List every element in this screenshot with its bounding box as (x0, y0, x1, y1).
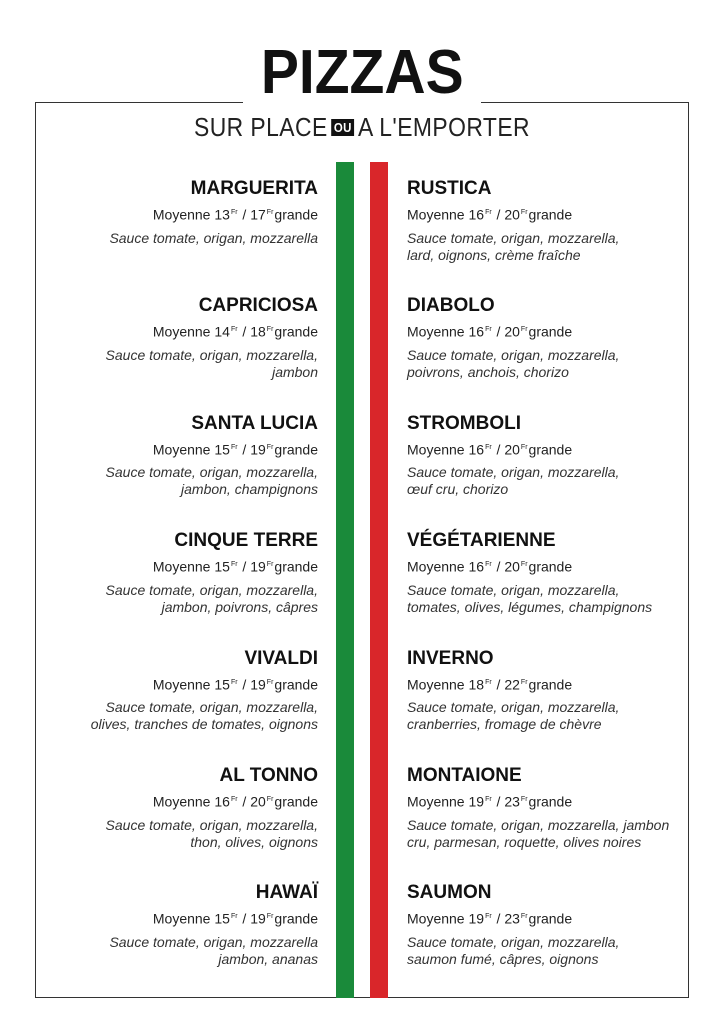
pizza-price: Moyenne $16^{Fr}$ / $20^{Fr}grande$ (407, 441, 573, 458)
currency-symbol: Fr (520, 326, 528, 334)
pizza-name: SAUMON (407, 882, 492, 904)
subtitle (43, 112, 680, 142)
pizza-name: INVERNO (407, 647, 494, 669)
ingredients-line: Sauce tomate, origan, mozzarella, (407, 464, 620, 481)
ingredients-line: Sauce tomate, origan, mozzarella, (407, 934, 620, 951)
size-large-label: grande (274, 324, 318, 341)
size-large-label: grande (274, 676, 318, 693)
pizza-name: HAWAÏ (255, 882, 318, 904)
price-medium: 15 (214, 558, 230, 575)
pizza-ingredients (38, 582, 318, 616)
pizza-price: Moyenne $16^{Fr}$ / $20^{Fr}grande$ (152, 793, 318, 810)
price-large: 20 (250, 793, 266, 810)
ingredients-line: Sauce tomate, origan, mozzarella, (407, 229, 620, 246)
subtitle-sur-place: SUR PLACE (193, 112, 328, 142)
price-large: 19 (250, 441, 266, 458)
pizza-ingredients (407, 699, 697, 733)
pizza-ingredients (407, 347, 697, 381)
price-medium: 16 (468, 324, 485, 341)
price-large: 17 (250, 206, 266, 223)
pizza-name: MARGUERITA (190, 178, 318, 199)
size-medium-label: Moyenne (152, 676, 211, 693)
price-large: 23 (504, 793, 520, 810)
ingredients-line: Sauce tomate, origan, mozzarella, (105, 816, 318, 833)
price-medium: 18 (468, 676, 485, 693)
currency-symbol: Fr (230, 561, 238, 569)
currency-symbol: Fr (266, 561, 274, 569)
currency-symbol: Fr (230, 678, 238, 686)
pizza-name: RUSTICA (407, 178, 492, 199)
size-medium-label: Moyenne (407, 911, 465, 928)
ingredients-line: jambon, champignons (181, 481, 318, 498)
ingredients-line: Sauce tomate, origan, mozzarella, jambon (407, 816, 670, 833)
size-medium-label: Moyenne (152, 793, 211, 810)
size-medium-label: Moyenne (407, 676, 465, 693)
size-medium-label: Moyenne (407, 793, 465, 810)
italian-flag-green-stripe (336, 162, 354, 998)
pizza-ingredients (407, 934, 697, 968)
size-large-label: grande (274, 441, 318, 458)
pizza-price: Moyenne $16^{Fr}$ / $20^{Fr}grande$ (407, 324, 573, 341)
price-large: 19 (250, 558, 266, 575)
ingredients-line: Sauce tomate, origan, mozzarella, (407, 699, 620, 716)
currency-symbol: Fr (266, 209, 274, 216)
price-medium: 13 (214, 206, 230, 223)
currency-symbol: Fr (230, 913, 238, 921)
subtitle-emporter: A L'EMPORTER (358, 112, 530, 142)
pizza-item (38, 178, 318, 247)
price-medium: 16 (468, 441, 485, 458)
currency-symbol: Fr (520, 796, 528, 803)
price-medium: 19 (468, 793, 485, 810)
pizza-item (407, 295, 697, 381)
price-medium: 16 (468, 558, 485, 575)
price-large: 19 (250, 676, 266, 693)
size-large-label: grande (528, 676, 573, 693)
pizza-price: Moyenne $16^{Fr}$ / $20^{Fr}grande$ (407, 558, 573, 575)
title-block (243, 40, 481, 106)
italian-flag-red-stripe (370, 162, 388, 998)
size-large-label: grande (274, 793, 318, 810)
currency-symbol: Fr (520, 209, 528, 216)
pizza-item (407, 648, 697, 734)
currency-symbol: Fr (485, 913, 492, 921)
price-large: 22 (504, 676, 520, 693)
pizza-item (38, 295, 318, 381)
ingredients-line: cru, parmesan, roquette, olives noires (407, 833, 642, 850)
ingredients-line: Sauce tomate, origan, mozzarella, (407, 347, 620, 364)
price-medium: 16 (214, 793, 230, 810)
pizza-name: STROMBOLI (407, 412, 521, 434)
currency-symbol: Fr (230, 326, 238, 334)
pizza-ingredients (38, 230, 318, 247)
ingredients-line: Sauce tomate, origan, mozzarella, (105, 581, 318, 598)
pizza-ingredients (407, 464, 697, 498)
ingredients-line: jambon (272, 364, 318, 381)
size-large-label: grande (274, 206, 318, 223)
ingredients-line: cranberries, fromage de chèvre (407, 716, 602, 733)
ingredients-line: Sauce tomate, origan, mozzarella, (105, 347, 318, 364)
pizza-item (407, 178, 697, 264)
size-medium-label: Moyenne (407, 206, 465, 223)
currency-symbol: Fr (230, 209, 238, 216)
price-medium: 19 (468, 911, 485, 928)
pizza-name: MONTAIONE (407, 765, 522, 786)
subtitle-ou-badge: OU (331, 119, 354, 136)
currency-symbol: Fr (485, 796, 492, 803)
pizza-name: VÉGÉTARIENNE (407, 530, 556, 552)
size-large-label: grande (528, 911, 573, 928)
ingredients-line: jambon, ananas (218, 951, 318, 968)
pizza-name: CINQUE TERRE (174, 530, 318, 552)
currency-symbol: Fr (520, 678, 528, 686)
pizza-price: Moyenne $19^{Fr}$ / $23^{Fr}grande$ (407, 911, 573, 928)
price-large: 20 (504, 324, 520, 341)
size-medium-label: Moyenne (407, 441, 465, 458)
ingredients-line: thon, olives, oignons (190, 833, 318, 850)
currency-symbol: Fr (485, 326, 492, 334)
ingredients-line: saumon fumé, câpres, oignons (407, 951, 599, 968)
pizza-name: DIABOLO (407, 295, 495, 317)
size-medium-label: Moyenne (407, 558, 465, 575)
pizza-name: CAPRICIOSA (198, 295, 318, 317)
ingredients-line: lard, oignons, crème fraîche (407, 246, 581, 263)
price-large: 23 (504, 911, 520, 928)
currency-symbol: Fr (230, 796, 238, 803)
pizza-ingredients (38, 934, 318, 968)
pizza-item (407, 882, 697, 968)
size-medium-label: Moyenne (152, 911, 211, 928)
page-title: PIZZAS (260, 38, 464, 107)
pizza-ingredients (38, 817, 318, 851)
pizza-price: Moyenne $16^{Fr}$ / $20^{Fr}grande$ (407, 206, 573, 223)
price-medium: 15 (214, 441, 230, 458)
pizza-price: Moyenne $14^{Fr}$ / $18^{Fr}grande$ (152, 324, 318, 341)
ingredients-line: Sauce tomate, origan, mozzarella, (105, 464, 318, 481)
pizza-item (38, 413, 318, 499)
price-large: 18 (250, 324, 266, 341)
currency-symbol: Fr (485, 443, 492, 451)
pizza-item (38, 882, 318, 968)
pizza-item (407, 530, 697, 616)
pizza-price: Moyenne $15^{Fr}$ / $19^{Fr}grande$ (152, 558, 318, 575)
ingredients-line: Sauce tomate, origan, mozzarella, (105, 699, 318, 716)
pizza-item (38, 530, 318, 616)
pizza-price: Moyenne $15^{Fr}$ / $19^{Fr}grande$ (152, 911, 318, 928)
pizza-price: Moyenne $18^{Fr}$ / $22^{Fr}grande$ (407, 676, 573, 693)
pizza-ingredients (38, 464, 318, 498)
size-large-label: grande (528, 324, 573, 341)
currency-symbol: Fr (485, 561, 492, 569)
pizza-ingredients (407, 582, 697, 616)
price-medium: 15 (214, 911, 230, 928)
ingredients-line: œuf cru, chorizo (407, 481, 509, 498)
price-medium: 14 (214, 324, 230, 341)
pizza-ingredients (38, 347, 318, 381)
size-large-label: grande (528, 558, 573, 575)
size-medium-label: Moyenne (152, 324, 211, 341)
currency-symbol: Fr (266, 678, 274, 686)
size-medium-label: Moyenne (152, 558, 211, 575)
size-large-label: grande (274, 911, 318, 928)
pizza-ingredients (407, 230, 697, 264)
pizza-ingredients (38, 699, 318, 733)
pizza-item (38, 765, 318, 851)
pizza-item (38, 648, 318, 734)
pizza-name: SANTA LUCIA (191, 412, 318, 434)
size-medium-label: Moyenne (152, 441, 211, 458)
currency-symbol: Fr (266, 913, 274, 921)
currency-symbol: Fr (520, 561, 528, 569)
price-medium: 16 (468, 206, 485, 223)
currency-symbol: Fr (520, 913, 528, 921)
pizza-name: VIVALDI (244, 647, 318, 669)
pizza-ingredients (407, 817, 697, 851)
size-large-label: grande (528, 441, 573, 458)
currency-symbol: Fr (520, 443, 528, 451)
pizza-price: Moyenne $13^{Fr}$ / $17^{Fr}grande$ (152, 206, 318, 223)
ingredients-line: jambon, poivrons, câpres (161, 598, 318, 615)
size-large-label: grande (528, 206, 573, 223)
price-large: 20 (504, 206, 520, 223)
ingredients-line: olives, tranches de tomates, oignons (90, 716, 318, 733)
currency-symbol: Fr (266, 443, 274, 451)
ingredients-line: Sauce tomate, origan, mozzarella (109, 934, 318, 951)
pizza-item (407, 413, 697, 499)
price-large: 20 (504, 558, 520, 575)
ingredients-line: Sauce tomate, origan, mozzarella (109, 229, 318, 246)
size-medium-label: Moyenne (407, 324, 465, 341)
currency-symbol: Fr (266, 326, 274, 334)
size-large-label: grande (274, 558, 318, 575)
currency-symbol: Fr (266, 796, 274, 803)
size-medium-label: Moyenne (152, 206, 211, 223)
currency-symbol: Fr (485, 678, 492, 686)
currency-symbol: Fr (230, 443, 238, 451)
pizza-price: Moyenne $19^{Fr}$ / $23^{Fr}grande$ (407, 793, 573, 810)
price-large: 20 (504, 441, 520, 458)
ingredients-line: Sauce tomate, origan, mozzarella, (407, 581, 620, 598)
ingredients-line: tomates, olives, légumes, champignons (407, 598, 653, 615)
pizza-price: Moyenne $15^{Fr}$ / $19^{Fr}grande$ (152, 441, 318, 458)
currency-symbol: Fr (485, 209, 492, 216)
price-large: 19 (250, 911, 266, 928)
ingredients-line: poivrons, anchois, chorizo (407, 364, 569, 381)
pizza-price: Moyenne $15^{Fr}$ / $19^{Fr}grande$ (152, 676, 318, 693)
pizza-item (407, 765, 697, 851)
price-medium: 15 (214, 676, 230, 693)
size-large-label: grande (528, 793, 573, 810)
pizza-name: AL TONNO (219, 765, 318, 786)
